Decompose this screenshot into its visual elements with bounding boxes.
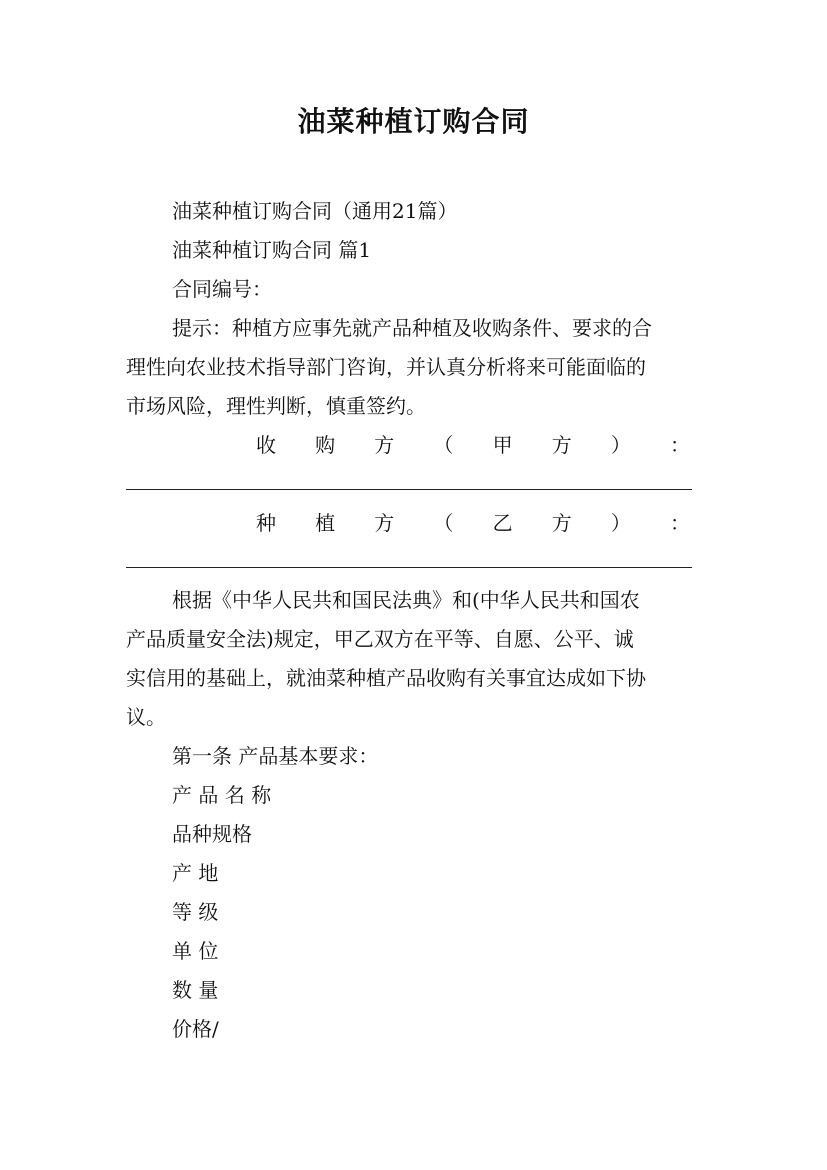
buyer-label-char: ： — [669, 433, 690, 457]
buyer-label-char: 方 — [551, 433, 572, 457]
buyer-blank-line — [126, 489, 692, 490]
product-item: 价格/ — [172, 1017, 219, 1041]
product-item: 产 品 名 称 — [172, 783, 272, 807]
grower-label-char: 方 — [374, 511, 395, 535]
section-heading: 油菜种植订购合同 篇1 — [172, 238, 372, 262]
buyer-label-char: （ — [433, 433, 454, 457]
buyer-label-char: 方 — [374, 433, 395, 457]
basis-paragraph-line: 产品质量安全法)规定，甲乙双方在平等、自愿、公平、诚 — [126, 627, 634, 651]
product-item: 品种规格 — [172, 822, 252, 846]
tip-paragraph-line: 提示：种植方应事先就产品种植及收购条件、要求的合 — [172, 316, 652, 340]
buyer-label-char: 购 — [315, 433, 336, 457]
buyer-label-char: 甲 — [492, 433, 513, 457]
grower-blank-line — [126, 567, 692, 568]
article-heading: 第一条 产品基本要求： — [172, 744, 379, 768]
buyer-label-char: 收 — [256, 433, 276, 457]
grower-label-char: 乙 — [492, 511, 513, 535]
grower-label-char: 方 — [551, 511, 572, 535]
intro-line: 油菜种植订购合同（通用21篇） — [172, 199, 458, 223]
tip-paragraph-line: 理性向农业技术指导部门咨询，并认真分析将来可能面临的 — [126, 355, 646, 379]
grower-label-char: 植 — [315, 511, 336, 535]
grower-party-label — [256, 504, 690, 542]
basis-paragraph-line: 根据《中华人民共和国民法典》和(中华人民共和国农 — [172, 588, 640, 612]
document-title: 油菜种植订购合同 — [297, 105, 530, 138]
product-item: 单 位 — [172, 939, 219, 963]
buyer-party-label — [256, 426, 690, 464]
grower-label-char: 种 — [256, 511, 276, 535]
grower-label-char: ： — [669, 511, 690, 535]
buyer-label-char: ） — [610, 433, 631, 457]
basis-paragraph-line: 议。 — [126, 705, 166, 729]
product-item: 数 量 — [172, 978, 219, 1002]
product-item: 产 地 — [172, 861, 219, 885]
product-item: 等 级 — [172, 900, 219, 924]
contract-number-label: 合同编号： — [172, 277, 272, 301]
grower-label-char: （ — [433, 511, 454, 535]
tip-paragraph-line: 市场风险，理性判断，慎重签约。 — [126, 394, 426, 418]
grower-label-char: ） — [610, 511, 631, 535]
basis-paragraph-line: 实信用的基础上，就油菜种植产品收购有关事宜达成如下协 — [126, 666, 646, 690]
